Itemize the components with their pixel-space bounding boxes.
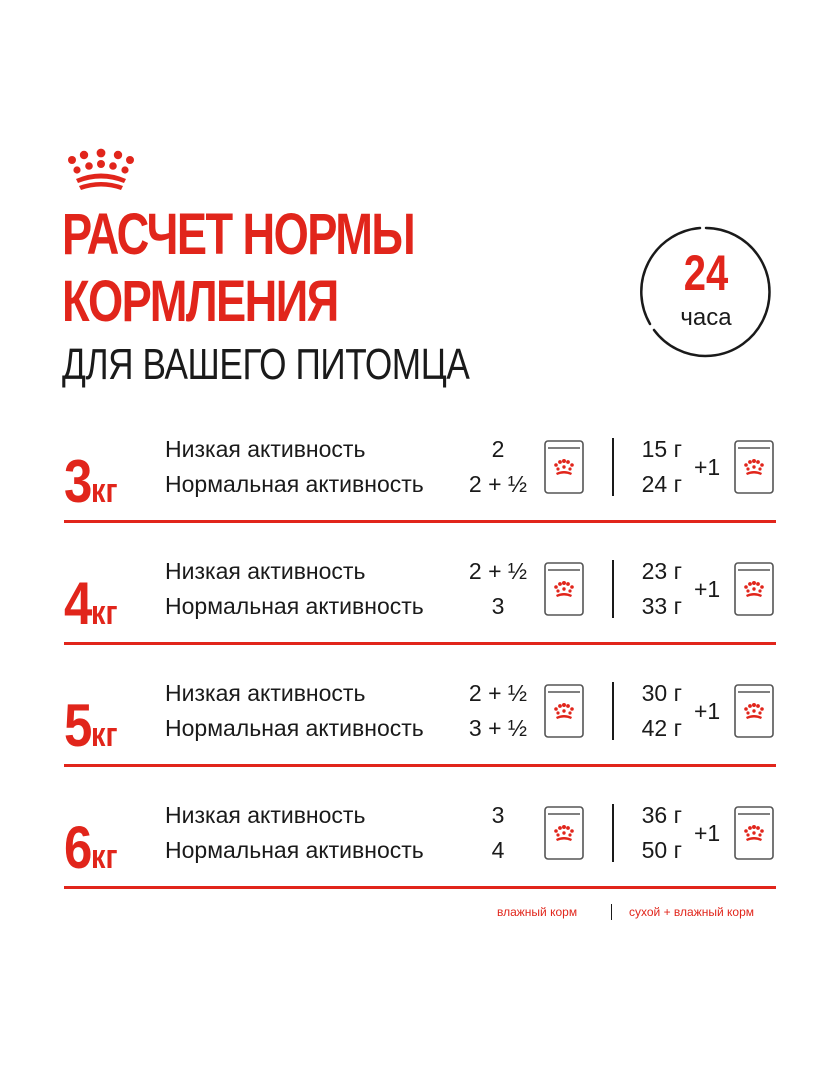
food-pouch-icon — [734, 439, 774, 495]
food-pouch-icon — [734, 683, 774, 739]
plus-pouch-label: +1 — [694, 698, 721, 724]
food-pouch-icon — [544, 439, 584, 495]
dry-normal-value: 50 г — [641, 837, 682, 863]
dry-low-value: 23 г — [641, 558, 682, 584]
dry-normal-value: 42 г — [641, 715, 682, 741]
wet-low-value: 2 + ½ — [468, 558, 528, 584]
plus-pouch-label: +1 — [694, 576, 721, 602]
feeding-row-5kg — [0, 682, 840, 804]
wet-normal-value: 2 + ½ — [468, 471, 528, 497]
column-divider — [612, 560, 614, 618]
low-activity-label: Низкая активность — [165, 680, 366, 706]
dry-normal-value: 24 г — [641, 471, 682, 497]
royal-crown-icon — [62, 148, 140, 194]
page-title-line-1: РАСЧЕТ НОРМЫ — [62, 202, 415, 267]
weight-label: 5кг — [64, 692, 118, 759]
food-pouch-icon — [544, 805, 584, 861]
dry-low-value: 36 г — [641, 802, 682, 828]
page-subtitle: ДЛЯ ВАШЕГО ПИТОМЦА — [62, 340, 470, 389]
dry-low-value: 30 г — [641, 680, 682, 706]
column-divider — [612, 438, 614, 496]
row-divider — [64, 642, 776, 645]
legend-mixed-food: сухой + влажный корм — [629, 905, 754, 919]
food-pouch-icon — [734, 805, 774, 861]
plus-pouch-label: +1 — [694, 820, 721, 846]
weight-label: 4кг — [64, 570, 118, 637]
dry-normal-value: 33 г — [641, 593, 682, 619]
hours-badge — [636, 222, 776, 362]
wet-low-value: 3 — [491, 802, 505, 828]
plus-pouch-label: +1 — [694, 454, 721, 480]
dry-low-value: 15 г — [641, 436, 682, 462]
badge-number: 24 — [683, 245, 729, 301]
low-activity-label: Низкая активность — [165, 436, 366, 462]
wet-low-value: 2 + ½ — [468, 680, 528, 706]
low-activity-label: Низкая активность — [165, 802, 366, 828]
page-title-line-2: КОРМЛЕНИЯ — [62, 269, 338, 334]
row-divider — [64, 886, 776, 889]
row-divider — [64, 520, 776, 523]
weight-label: 6кг — [64, 814, 118, 881]
food-pouch-icon — [734, 561, 774, 617]
food-pouch-icon — [544, 683, 584, 739]
wet-normal-value: 3 — [491, 593, 505, 619]
normal-activity-label: Нормальная активность — [165, 837, 424, 863]
normal-activity-label: Нормальная активность — [165, 593, 424, 619]
wet-normal-value: 4 — [491, 837, 505, 863]
wet-low-value: 2 — [491, 436, 505, 462]
column-divider — [612, 682, 614, 740]
column-divider — [612, 804, 614, 862]
legend-wet-food: влажный корм — [497, 905, 578, 919]
feeding-row-3kg — [0, 438, 840, 560]
normal-activity-label: Нормальная активность — [165, 715, 424, 741]
normal-activity-label: Нормальная активность — [165, 471, 424, 497]
food-pouch-icon — [544, 561, 584, 617]
wet-normal-value: 3 + ½ — [468, 715, 528, 741]
badge-unit: часа — [680, 304, 732, 331]
weight-label: 3кг — [64, 448, 118, 515]
legend-divider — [611, 904, 612, 920]
row-divider — [64, 764, 776, 767]
low-activity-label: Низкая активность — [165, 558, 366, 584]
feeding-row-4kg — [0, 560, 840, 682]
